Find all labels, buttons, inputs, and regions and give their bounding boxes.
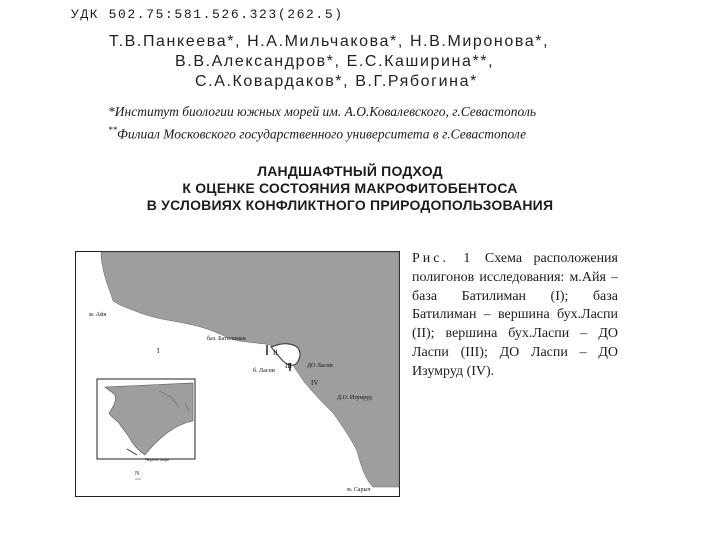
inset-north-arrow: N xyxy=(135,471,140,477)
title-line-3: В УСЛОВИЯХ КОНФЛИКТНОГО ПРИРОДОПОЛЬЗОВАНИЯ xyxy=(146,197,554,213)
author-line-2: В.В.Александров*, Е.С.Каширина**, xyxy=(175,53,495,70)
affiliation-2-text: Филиал Московского государственного университета в г.Севастополе xyxy=(117,126,527,142)
affiliation-2-mark: ** xyxy=(108,125,117,135)
label-polygon-4: IV xyxy=(311,379,319,387)
affiliation-1: *Институт биологии южных морей им. А.О.Ковалевского, г.Севастополь xyxy=(108,104,536,119)
label-cape-aya: м. Айя xyxy=(89,312,107,318)
label-laspi-bay: б. Ласпи xyxy=(253,368,275,374)
figure-caption-lead: Рис. 1 xyxy=(412,251,474,266)
title-line-2: К ОЦЕНКЕ СОСТОЯНИЯ МАКРОФИТОБЕНТОСА xyxy=(182,180,518,196)
udk-code: УДК 502.75:581.526.323(262.5) xyxy=(71,7,344,22)
author-line-1: Т.В.Панкеева*, Н.А.Мильчакова*, Н.В.Миронова*, xyxy=(109,33,550,50)
author-line-3: С.А.Ковардаков*, В.Г.Рябогина* xyxy=(195,73,478,90)
affiliation-2 xyxy=(108,125,526,143)
inset-sea-label: Черное море xyxy=(145,457,170,462)
label-batiliman: баз. Батилиман xyxy=(207,336,246,342)
label-do-laspi: ДО Ласпи xyxy=(307,363,333,369)
label-polygon-2: II xyxy=(273,349,278,357)
title-line-1: ЛАНДШАФТНЫЙ ПОДХОД xyxy=(257,163,443,179)
figure-caption-text: Схема расположения полигонов исследования: м.Айя – база Батилиман (I); база Батилиман – вершина бух.Ласпи (II); вершина бух.Ласпи – ДО Ласпи (III); ДО Ласпи – ДО Изумруд (IV). xyxy=(412,251,618,379)
inset-scale-marks: ˇˇˇ xyxy=(135,479,141,485)
label-cape-sarych: м. Сарыч xyxy=(347,487,371,493)
label-polygon-3: III xyxy=(285,362,292,370)
study-area-map xyxy=(75,251,400,497)
figure-caption xyxy=(412,250,618,382)
label-polygon-1: I xyxy=(157,347,160,355)
label-do-izumrud: Д.О. Изумруд xyxy=(337,395,372,401)
